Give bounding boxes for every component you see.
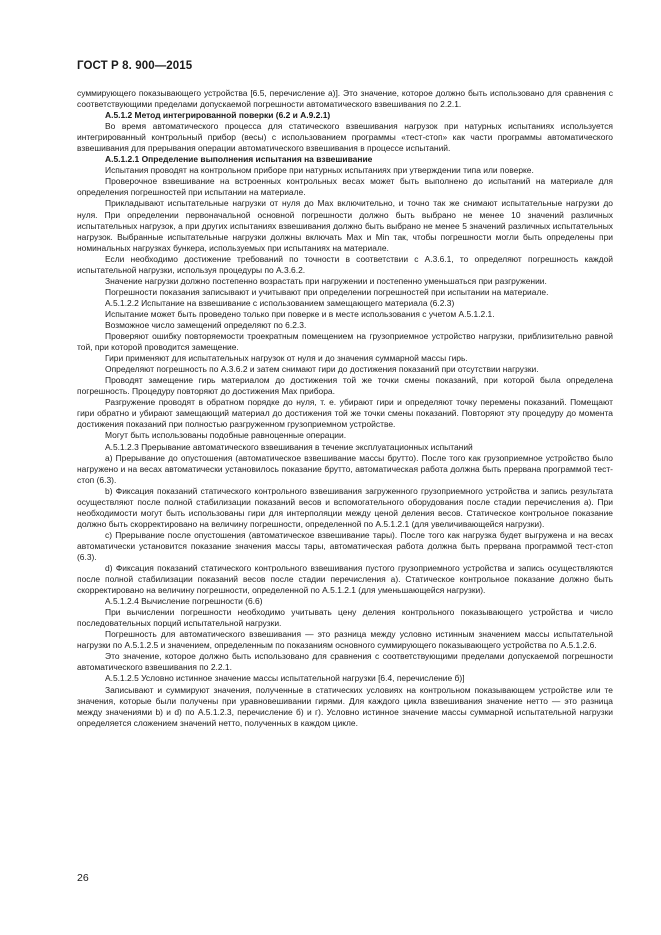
paragraph: Проводят замещение гирь материалом до достижения той же точки смены показаний, при которой была определена погрешность. Процедуру повторяют до достижения Max прибора. (77, 375, 613, 397)
subsection-heading: А.5.1.2.3 Прерывание автоматического взвешивания в течение эксплуатационных испытаний (105, 441, 473, 452)
paragraph: Это значение, которое должно быть использовано для сравнения с соответствующими пределами допускаемой погрешности автоматического взвешивания по 2.2.1. (77, 651, 613, 673)
subsection-heading: А.5.1.2.4 Вычисление погрешности (6.6) (105, 596, 263, 607)
list-item: c) Прерывание после опустошения (автоматическое взвешивание тары). После того как нагрузка будет выгружена и на весах автоматически установится показание значения массы тары, автоматическая работа должна быть прервана программой тест-стоп (6.3). (77, 529, 613, 562)
body-text (77, 88, 613, 729)
paragraph: Проверяют ошибку повторяемости троекратным помещением на грузоприемное устройство нагрузки, приблизительно равной той, при которой проводится замещение. (77, 331, 613, 353)
paragraph: Погрешность для автоматического взвешивания — это разница между условно истинным значением массы испытательной нагрузки по А.5.1.2.5 и значением, определенным по показаниям основного суммирующего показывающего устройства по А.5.1.2.6. (77, 629, 613, 651)
paragraph: Испытание может быть проведено только при поверке и в месте использования с учетом А.5.1.2.1. (105, 308, 495, 319)
paragraph: Гири применяют для испытательных нагрузок от нуля и до значения суммарной массы гирь. (105, 353, 468, 364)
section-heading: А.5.1.2 Метод интегрированной поверки (6.2 и А.9.2.1) (105, 110, 331, 121)
page-number: 26 (77, 872, 89, 884)
section-heading: А.5.1.2.1 Определение выполнения испытания на взвешивание (105, 154, 373, 165)
paragraph: Испытания проводят на контрольном приборе при натурных испытаниях при утверждении типа или поверке. (105, 165, 534, 176)
paragraph: Могут быть использованы подобные равноценные операции. (105, 430, 347, 441)
paragraph: Во время автоматического процесса для статического взвешивания нагрузок при натурных испытаниях используется интегрированный контрольный прибор (весы) с использованием программы «тест-стоп» как части программы автоматического взвешивания для прерывания операции автоматического взвешивания в процессе испытаний. (77, 121, 613, 154)
list-item: а) Прерывание до опустошения (автоматическое взвешивание массы брутто). После того как грузоприемное устройство было нагружено и на весах автоматически установилось показание брутто, автоматическая работа должна быть прервана программой тест-стоп (6.3). (77, 452, 613, 485)
paragraph: Записывают и суммируют значения, полученные в статических условиях на контрольном показывающем устройстве или те значения, которые были получены при уравновешивании гирями. Для каждого цикла взвешивания значение нетто — это разница между значениями b) и d) по А.5.1.2.3, перечисление б) и г). Условно истинное значение массы суммарной испытательной нагрузки определяется сложением значений нетто, полученных в каждом цикле. (77, 684, 613, 728)
list-item: d) Фиксация показаний статического контрольного взвешивания пустого грузоприемного устройства и запись осуществляются после полной стабилизации показаний весов после стадии перечисления а). Статическое контрольное показание должно быть скорректировано на величину погрешности, определенной по А.5.1.2.1 (для уменьшающейся нагрузки). (77, 563, 613, 596)
list-item: b) Фиксация показаний статического контрольного взвешивания загруженного грузоприемного устройства и запись результата осуществляют после полной стабилизации показаний весов и вспомогательного оборудования после стадии перечисления а). При необходимости могут быть использованы гири для интерполяции между ценой деления весов. Статическое контрольное показание должно быть скорректировано на величину погрешности, определенной по А.5.1.2.1 (для увеличивающейся нагрузки). (77, 485, 613, 529)
paragraph: Значение нагрузки должно постепенно возрастать при нагружении и постепенно уменьшаться при разгружении. (105, 275, 547, 286)
paragraph: Возможное число замещений определяют по 6.2.3. (105, 319, 307, 330)
paragraph: Разгружение проводят в обратном порядке до нуля, т. е. убирают гири и определяют точку перемены показаний. Помещают гири обратно и убирают замещающий материал до достижения той же точки смены показаний. Повторяют эту процедуру до момента достижения показаний при полностью разгруженном грузоприемном устройстве. (77, 397, 613, 430)
paragraph: Если необходимо достижение требований по точности в соответствии с А.3.6.1, то определяют погрешность каждой испытательной нагрузки, используя процедуры по А.3.6.2. (77, 253, 613, 275)
paragraph: Проверочное взвешивание на встроенных контрольных весах может быть выполнено до испытаний на материале для определения погрешностей при испытании на материале. (77, 176, 613, 198)
subsection-heading: А.5.1.2.5 Условно истинное значение массы испытательной нагрузки [6.4, перечисление б)] (105, 673, 465, 684)
page-header: ГОСТ Р 8. 900—2015 (77, 60, 193, 72)
paragraph: Определяют погрешность по А.3.6.2 и затем снимают гири до достижения показаний при отсутствии нагрузки. (105, 364, 539, 375)
paragraph: суммирующего показывающего устройства [6.5, перечисление а)]. Это значение, которое должно быть использовано для сравнения с соответствующими пределами допускаемой погрешности автоматического взвешивания по 2.2.1. (77, 88, 613, 110)
paragraph: При вычислении погрешности необходимо учитывать цену деления контрольного показывающего устройства и число последовательных порций испытательной нагрузки. (77, 607, 613, 629)
paragraph: Прикладывают испытательные нагрузки от нуля до Max включительно, и точно так же снимают испытательные нагрузки до нуля. При определении первоначальной основной погрешности должно быть выбрано не менее 10 значений различных испытательных нагрузок, а при других испытаниях взвешивания должно быть выбрано не менее 5 значений различных испытательных нагрузок. Выбранные испытательные нагрузки должны включать Max и Min так, чтобы погрешности могли быть определены при номинальных нагрузках бункера, используемых при испытаниях на материале. (77, 198, 613, 253)
subsection-heading: А.5.1.2.2 Испытание на взвешивание с использованием замещающего материала (6.2.3) (105, 297, 455, 308)
paragraph: Погрешности показания записывают и учитывают при определении погрешностей при испытании на материале. (105, 286, 549, 297)
